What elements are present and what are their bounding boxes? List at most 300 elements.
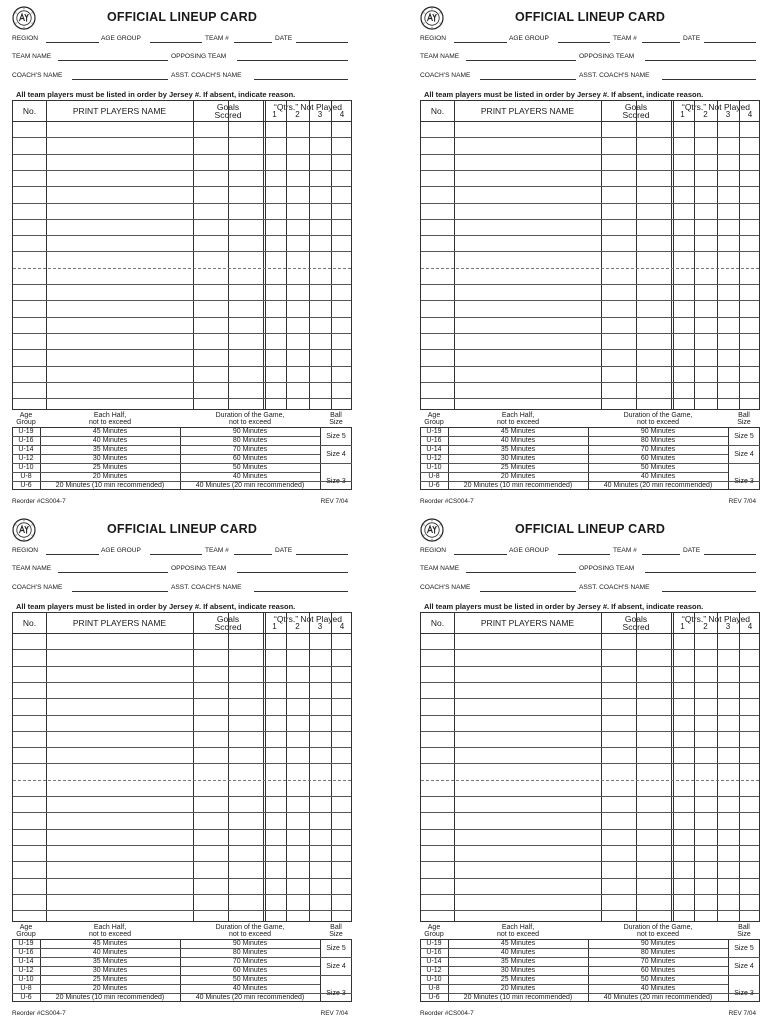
column-divider [263,101,264,409]
info-cell-duration: 50 Minutes [232,976,268,983]
column-divider [228,101,229,409]
team-number-label: TEAM # [613,35,637,42]
info-cell-duration: 90 Minutes [640,940,676,947]
region-field[interactable] [46,42,99,43]
instruction-text: All team players must be listed in order by Jersey #. If absent, indicate reason. [424,602,704,611]
age-group-label: AGE GROUP [509,35,549,42]
header-divider [421,121,759,122]
player-row-line [421,763,759,764]
info-row-line [420,984,728,985]
info-cell-duration: 90 Minutes [232,428,268,435]
player-row-line [421,382,759,383]
revision-date: REV 7/04 [320,498,348,505]
player-row-line [13,349,351,350]
column-divider [739,101,740,409]
info-cell-half: 20 Minutes [92,473,128,480]
player-row-line [13,910,351,911]
player-row-line [421,398,759,399]
player-row-line [421,682,759,683]
player-row-line [13,649,351,650]
info-cell-duration: 40 Minutes (20 min recommended) [195,994,305,1001]
instruction-text: All team players must be listed in order by Jersey #. If absent, indicate reason. [424,90,704,99]
player-row-line [13,251,351,252]
header-scored: Scored [622,110,650,120]
info-cell-half: 25 Minutes [92,976,128,983]
info-cell-duration: 40 Minutes (20 min recommended) [603,994,713,1001]
info-cell-duration: 40 Minutes [640,985,676,992]
asst-coach-name-label: ASST. COACH'S NAME [171,72,242,79]
info-header-duration: Duration of the Game, [215,924,285,931]
info-row-line [420,948,728,949]
column-divider [286,101,287,409]
player-row-line [13,731,351,732]
info-cell-half: 45 Minutes [500,428,536,435]
players-table [420,100,760,410]
header-quarter-3: 3 [725,622,731,631]
team-number-label: TEAM # [205,35,229,42]
player-row-line [421,829,759,830]
header-divider [13,121,351,122]
team-number-field[interactable] [234,42,272,43]
info-header-size: Size [329,419,343,426]
info-header-ball: Ball [330,924,342,931]
revision-date: REV 7/04 [728,498,756,505]
player-row-line [13,317,351,318]
info-cell-duration: 40 Minutes [232,985,268,992]
info-row-line [420,436,728,437]
header-print-players-name: PRINT PLAYERS NAME [72,618,167,628]
info-row-line [420,966,728,967]
region-field[interactable] [46,554,99,555]
column-divider [454,101,455,409]
ball-size-cell: Size 5 [734,432,754,440]
player-row-line [421,186,759,187]
asst-coach-name-label: ASST. COACH'S NAME [579,584,650,591]
info-cell-age: U-8 [20,985,32,992]
ayso-logo-icon [12,6,36,30]
info-cell-age: U-16 [426,949,442,956]
info-cell-half: 30 Minutes [500,967,536,974]
info-header-each-half: Each Half, [93,412,127,419]
info-row-line [420,445,760,446]
info-row-line [12,436,320,437]
player-row-line [421,649,759,650]
reorder-number: Reorder #CS004-7 [12,1010,66,1017]
reorder-number: Reorder #CS004-7 [420,1010,474,1017]
lineup-card [420,6,760,506]
opposing-team-field[interactable] [645,60,756,61]
ball-size-cell: Size 4 [326,450,346,458]
info-row-line [12,984,320,985]
date-field[interactable] [704,554,756,555]
date-field[interactable] [296,42,348,43]
opposing-team-field[interactable] [237,572,348,573]
info-cell-duration: 80 Minutes [640,437,676,444]
info-header-duration: Duration of the Game, [623,924,693,931]
player-row-line [421,235,759,236]
team-name-field[interactable] [58,572,168,573]
info-header-duration-limit: not to exceed [228,931,272,938]
header-quarter-1: 1 [272,622,277,631]
date-field[interactable] [296,554,348,555]
player-row-line [13,682,351,683]
info-cell-age: U-6 [428,994,440,1001]
info-cell-duration: 40 Minutes [640,473,676,480]
opposing-team-label: OPPOSING TEAM [171,53,227,60]
header-quarter-1: 1 [680,622,685,631]
info-row-line [12,975,352,976]
region-field[interactable] [454,42,507,43]
info-row-line [420,975,760,976]
card-title: OFFICIAL LINEUP CARD [107,522,258,536]
info-cell-half: 40 Minutes [500,949,536,956]
column-divider [601,101,602,409]
team-number-label: TEAM # [205,547,229,554]
region-label: REGION [12,35,39,42]
header-quarter-3: 3 [317,110,323,119]
team-number-field[interactable] [642,42,680,43]
reorder-number: Reorder #CS004-7 [12,498,66,505]
header-qtrs-not-played: “Qtrs.” Not Played [681,102,751,112]
asst-coach-name-field[interactable] [254,79,348,80]
info-cell-half: 35 Minutes [92,958,128,965]
player-row-line [13,382,351,383]
info-cell-duration: 80 Minutes [232,437,268,444]
info-row-line [12,957,352,958]
player-row-line [421,219,759,220]
team-name-field[interactable] [466,60,576,61]
ball-size-cell: Size 5 [734,944,754,952]
column-divider [46,613,47,921]
date-field[interactable] [704,42,756,43]
player-row-line [421,284,759,285]
header-quarter-2: 2 [295,110,300,119]
ball-size-cell: Size 4 [326,962,346,970]
ayso-logo-icon [420,6,444,30]
team-name-field[interactable] [466,572,576,573]
info-header-half-limit: not to exceed [496,419,540,426]
game-duration-table [12,412,352,490]
info-cell-half: 20 Minutes (10 min recommended) [463,482,573,489]
info-cell-half: 45 Minutes [500,940,536,947]
info-cell-age: U-10 [426,464,442,471]
team-number-field[interactable] [642,554,680,555]
ball-size-cell: Size 3 [734,989,754,997]
team-number-field[interactable] [234,554,272,555]
coach-name-label: COACH'S NAME [12,72,63,79]
info-cell-age: U-14 [426,958,442,965]
team-name-field[interactable] [58,60,168,61]
header-quarter-4: 4 [339,622,345,631]
info-cell-half: 20 Minutes [92,985,128,992]
info-cell-age: U-10 [426,976,442,983]
player-row-line [421,300,759,301]
player-row-line [421,780,759,781]
info-header-duration-limit: not to exceed [636,419,680,426]
player-row-line [421,154,759,155]
info-header-ball: Ball [738,924,750,931]
info-cell-duration: 60 Minutes [640,455,676,462]
opposing-team-field[interactable] [237,60,348,61]
player-row-line [13,300,351,301]
header-goals: Goals [624,614,648,624]
info-header-half-limit: not to exceed [88,419,132,426]
ball-size-cell: Size 3 [326,989,346,997]
column-divider [636,101,637,409]
info-cell-age: U-19 [18,940,34,947]
player-row-line [421,666,759,667]
player-row-line [13,666,351,667]
info-header-duration: Duration of the Game, [623,412,693,419]
player-row-line [421,268,759,269]
player-row-line [13,284,351,285]
info-row-line [12,472,320,473]
region-field[interactable] [454,554,507,555]
ayso-logo-icon [12,518,36,542]
players-table [12,100,352,410]
coach-name-label: COACH'S NAME [12,584,63,591]
column-divider [263,613,264,921]
info-cell-duration: 70 Minutes [232,446,268,453]
info-cell-age: U-12 [18,455,34,462]
info-cell-age: U-14 [426,446,442,453]
header-scored: Scored [214,110,242,120]
info-cell-duration: 60 Minutes [640,967,676,974]
header-no: No. [22,106,37,116]
info-row-line [420,481,760,482]
info-header-age: Age [427,412,441,419]
header-print-players-name: PRINT PLAYERS NAME [72,106,167,116]
player-row-line [421,170,759,171]
player-row-line [13,845,351,846]
player-row-line [421,910,759,911]
coach-name-field[interactable] [72,591,168,592]
column-divider [601,613,602,921]
info-cell-half: 20 Minutes (10 min recommended) [55,994,165,1001]
player-row-line [421,812,759,813]
coach-name-field[interactable] [480,591,576,592]
team-number-label: TEAM # [613,547,637,554]
player-row-line [421,203,759,204]
info-cell-age: U-19 [426,428,442,435]
info-row-line [420,957,760,958]
player-row-line [13,268,351,269]
column-divider [694,613,695,921]
info-row-line [12,463,352,464]
column-divider [636,613,637,921]
player-row-line [13,878,351,879]
header-no: No. [22,618,37,628]
player-row-line [13,219,351,220]
ball-size-cell: Size 5 [326,432,346,440]
info-header-group: Group [16,419,36,426]
info-cell-age: U-12 [426,455,442,462]
header-quarter-4: 4 [747,622,753,631]
info-cell-duration: 60 Minutes [232,967,268,974]
info-cell-duration: 50 Minutes [232,464,268,471]
info-header-group: Group [424,931,444,938]
opposing-team-field[interactable] [645,572,756,573]
header-goals: Goals [624,102,648,112]
info-cell-duration: 90 Minutes [640,428,676,435]
player-row-line [13,747,351,748]
player-row-line [13,796,351,797]
age-group-field[interactable] [558,554,610,555]
player-row-line [13,235,351,236]
header-quarter-1: 1 [272,110,277,119]
info-cell-half: 25 Minutes [500,976,536,983]
column-divider [265,613,266,921]
column-divider [673,613,674,921]
column-divider [331,101,332,409]
column-divider [717,101,718,409]
header-quarter-3: 3 [317,622,323,631]
info-row-line [12,445,352,446]
column-divider [286,613,287,921]
info-cell-duration: 70 Minutes [640,958,676,965]
header-quarter-1: 1 [680,110,685,119]
lineup-card [420,518,760,1018]
player-row-line [13,366,351,367]
player-row-line [421,845,759,846]
info-cell-age: U-6 [20,994,32,1001]
header-no: No. [430,106,445,116]
info-cell-age: U-14 [18,446,34,453]
age-group-label: AGE GROUP [509,547,549,554]
info-cell-age: U-8 [428,473,440,480]
player-row-line [421,894,759,895]
info-cell-age: U-8 [428,985,440,992]
header-scored: Scored [622,622,650,632]
player-row-line [421,698,759,699]
column-divider [717,613,718,921]
region-label: REGION [12,547,39,554]
region-label: REGION [420,547,447,554]
asst-coach-name-field[interactable] [662,591,756,592]
header-qtrs-not-played: “Qtrs.” Not Played [273,102,343,112]
info-cell-duration: 40 Minutes (20 min recommended) [195,482,305,489]
player-row-line [421,715,759,716]
region-label: REGION [420,35,447,42]
header-quarter-2: 2 [295,622,300,631]
header-print-players-name: PRINT PLAYERS NAME [480,106,575,116]
column-divider [46,101,47,409]
date-label: DATE [683,35,701,42]
header-qtrs-not-played: “Qtrs.” Not Played [273,614,343,624]
age-group-field[interactable] [150,42,202,43]
player-row-line [13,763,351,764]
header-divider [421,633,759,634]
team-name-label: TEAM NAME [420,53,460,60]
column-divider [671,101,672,409]
player-row-line [13,398,351,399]
info-header-half-limit: not to exceed [88,931,132,938]
info-cell-half: 20 Minutes (10 min recommended) [463,994,573,1001]
player-row-line [13,829,351,830]
info-row-line [420,463,760,464]
info-cell-duration: 40 Minutes [232,473,268,480]
player-row-line [13,894,351,895]
opposing-team-label: OPPOSING TEAM [579,53,635,60]
info-cell-half: 40 Minutes [92,437,128,444]
coach-name-field[interactable] [480,79,576,80]
date-label: DATE [683,547,701,554]
info-cell-half: 25 Minutes [92,464,128,471]
game-duration-table [420,924,760,1002]
header-qtrs-not-played: “Qtrs.” Not Played [681,614,751,624]
player-row-line [421,251,759,252]
player-row-line [421,137,759,138]
header-scored: Scored [214,622,242,632]
info-header-ball: Ball [330,412,342,419]
revision-date: REV 7/04 [728,1010,756,1017]
info-header-each-half: Each Half, [93,924,127,931]
player-row-line [421,349,759,350]
coach-name-label: COACH'S NAME [420,72,471,79]
header-divider [13,633,351,634]
header-quarter-4: 4 [747,110,753,119]
info-cell-half: 40 Minutes [500,437,536,444]
info-cell-age: U-6 [428,482,440,489]
card-title: OFFICIAL LINEUP CARD [515,10,666,24]
asst-coach-name-field[interactable] [662,79,756,80]
column-divider [454,613,455,921]
player-row-line [13,861,351,862]
column-divider [309,613,310,921]
player-row-line [421,747,759,748]
ball-size-cell: Size 5 [326,944,346,952]
players-table [420,612,760,922]
info-header-group: Group [16,931,36,938]
date-label: DATE [275,547,293,554]
info-row-line [12,481,352,482]
age-group-field[interactable] [558,42,610,43]
player-row-line [13,203,351,204]
info-header-age: Age [19,924,33,931]
info-header-duration-limit: not to exceed [636,931,680,938]
info-row-line [12,948,320,949]
info-cell-age: U-16 [18,949,34,956]
asst-coach-name-label: ASST. COACH'S NAME [579,72,650,79]
age-group-field[interactable] [150,554,202,555]
info-row-line [420,472,728,473]
header-quarter-4: 4 [339,110,345,119]
info-cell-half: 20 Minutes (10 min recommended) [55,482,165,489]
info-cell-age: U-12 [426,967,442,974]
info-cell-age: U-10 [18,976,34,983]
card-title: OFFICIAL LINEUP CARD [107,10,258,24]
info-cell-half: 20 Minutes [500,985,536,992]
info-cell-duration: 70 Minutes [232,958,268,965]
info-cell-duration: 80 Minutes [640,949,676,956]
player-row-line [421,366,759,367]
info-cell-half: 30 Minutes [92,967,128,974]
column-divider [309,101,310,409]
info-header-half-limit: not to exceed [496,931,540,938]
info-header-duration-limit: not to exceed [228,419,272,426]
player-row-line [421,731,759,732]
player-row-line [421,878,759,879]
asst-coach-name-field[interactable] [254,591,348,592]
info-cell-age: U-12 [18,967,34,974]
info-header-size: Size [737,419,751,426]
asst-coach-name-label: ASST. COACH'S NAME [171,584,242,591]
coach-name-field[interactable] [72,79,168,80]
column-divider [671,613,672,921]
lineup-card [12,518,352,1018]
info-cell-half: 45 Minutes [92,940,128,947]
info-cell-half: 25 Minutes [500,464,536,471]
